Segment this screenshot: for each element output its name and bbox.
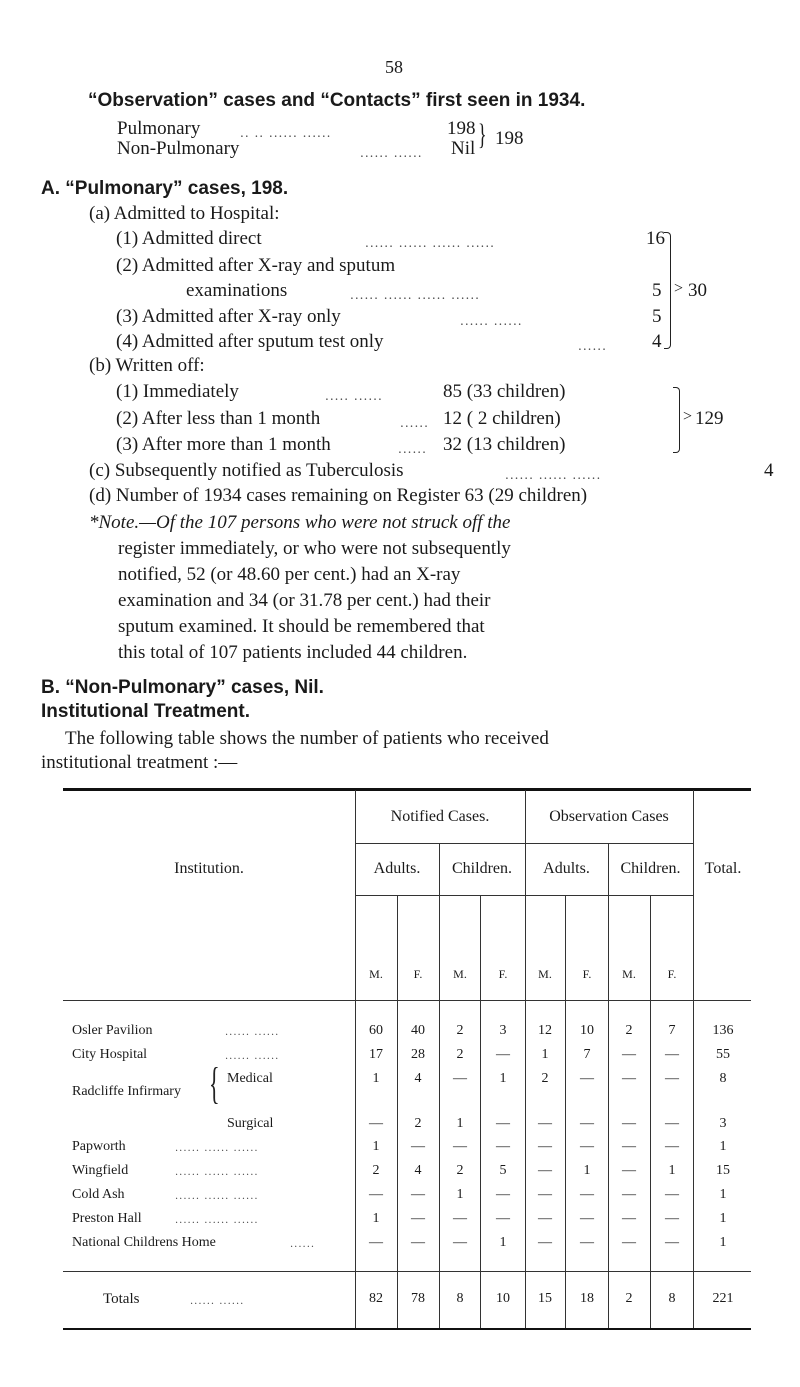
institution-name: Medical (227, 1071, 273, 1086)
dot-leader: ...... ...... (225, 1027, 280, 1038)
totals-cell: 82 (369, 1291, 383, 1306)
totals-cell: 221 (712, 1291, 734, 1306)
a-item-2: (2) Admitted after X-ray and sputum (116, 255, 396, 276)
table-cell: — (665, 1071, 679, 1086)
mf-header: M. (453, 967, 467, 981)
table-cell: — (496, 1139, 510, 1154)
table-cell: — (453, 1211, 467, 1226)
b-item-2: (2) After less than 1 month (116, 408, 321, 429)
dot-leader: ...... ...... (225, 1051, 280, 1062)
row-line (355, 895, 693, 896)
dot-leader: ...... ...... (460, 314, 523, 328)
table-cell: — (369, 1116, 383, 1131)
totals-cell: 8 (668, 1291, 676, 1306)
table-cell: 1 (499, 1071, 507, 1086)
institution-name: Cold Ash (72, 1187, 125, 1202)
a-item-4: (4) Admitted after sputum test only (116, 331, 384, 352)
b-item-3: (3) After more than 1 month (116, 434, 331, 455)
table-cell: — (580, 1211, 594, 1226)
table-cell: — (538, 1139, 552, 1154)
table-cell: — (453, 1139, 467, 1154)
table-cell: 1 (456, 1187, 464, 1202)
table-cell: 1 (719, 1211, 727, 1226)
table-cell: — (538, 1187, 552, 1202)
table-cell: — (369, 1187, 383, 1202)
col-line (565, 895, 566, 1328)
totals-cell: 15 (538, 1291, 552, 1306)
table-cell: 2 (456, 1047, 464, 1062)
institution-name: Surgical (227, 1116, 274, 1131)
table-cell: 1 (372, 1139, 380, 1154)
table-cell: 4 (414, 1163, 422, 1178)
obs-pulmonary-value: 198 (447, 118, 476, 139)
col-total: Total. (704, 860, 742, 877)
col-line (650, 895, 651, 1328)
a-total: 30 (688, 280, 707, 301)
mf-header: M. (369, 967, 383, 981)
a-label: (a) Admitted to Hospital: (89, 203, 280, 224)
bracket-point: > (674, 280, 684, 297)
table-cell: 2 (456, 1023, 464, 1038)
sub-adults-notified: Adults. (373, 860, 421, 877)
bracket (673, 387, 680, 453)
a-item-2-cont: examinations (186, 280, 288, 301)
b-total: 129 (695, 408, 724, 429)
group-notified: Notified Cases. (390, 808, 490, 825)
dot-leader: ...... ...... ...... (175, 1215, 259, 1226)
table-cell: — (580, 1139, 594, 1154)
obs-total: 198 (495, 128, 524, 149)
obs-pulmonary-label: Pulmonary (117, 118, 201, 139)
table-cell: — (580, 1235, 594, 1250)
dot-leader: ...... ...... ...... ...... (365, 236, 495, 250)
table-cell: 1 (372, 1071, 380, 1086)
totals-label: Totals (103, 1291, 140, 1307)
totals-cell: 10 (496, 1291, 510, 1306)
table-cell: 3 (499, 1023, 507, 1038)
note-line-1: *Note.—Of the 107 persons who were not struck off the (89, 512, 511, 533)
table-cell: 3 (719, 1116, 727, 1131)
table-cell: — (538, 1235, 552, 1250)
institution-name: National Childrens Home (72, 1235, 216, 1250)
table-cell: 1 (719, 1139, 727, 1154)
d-text: (d) Number of 1934 cases remaining on Register 63 (29 children) (89, 485, 588, 506)
table-cell: — (496, 1047, 510, 1062)
table-cell: — (411, 1211, 425, 1226)
dot-leader: .. .. ...... ...... (240, 126, 332, 140)
table-cell: 7 (668, 1023, 676, 1038)
mf-header: F. (582, 967, 592, 981)
dot-leader: ...... (290, 1239, 316, 1250)
col-line (397, 895, 398, 1328)
table-cell: — (622, 1047, 636, 1062)
dot-leader: ...... ...... ...... (175, 1191, 259, 1202)
sub-adults-observation: Adults. (543, 860, 590, 877)
sub-children-observation: Children. (620, 860, 681, 877)
table-cell: 15 (716, 1163, 730, 1178)
institutional-intro-1: The following table shows the number of patients who received (65, 728, 549, 749)
b-label: (b) Written off: (89, 355, 205, 376)
note-line-6: this total of 107 patients included 44 children. (118, 642, 468, 663)
table-cell: 55 (716, 1047, 730, 1062)
table-cell: 1 (372, 1211, 380, 1226)
table-cell: — (665, 1116, 679, 1131)
table-cell: 40 (411, 1023, 425, 1038)
table-cell: — (665, 1235, 679, 1250)
note-line-4: examination and 34 (or 31.78 per cent.) had their (118, 590, 491, 611)
a-item-3: (3) Admitted after X-ray only (116, 306, 341, 327)
table-cell: 1 (719, 1187, 727, 1202)
table-cell: — (496, 1187, 510, 1202)
table-cell: — (538, 1116, 552, 1131)
radcliffe-label: Radcliffe Infirmary (72, 1084, 181, 1099)
table-cell: — (453, 1235, 467, 1250)
dot-leader: ...... (400, 416, 429, 430)
mf-header: M. (622, 967, 636, 981)
table-cell: — (411, 1187, 425, 1202)
mf-header: F. (498, 967, 508, 981)
totals-cell: 78 (411, 1291, 425, 1306)
table-cell: — (453, 1071, 467, 1086)
table-cell: 12 (538, 1023, 552, 1038)
table-cell: 4 (414, 1071, 422, 1086)
institution-name: Wingfield (72, 1163, 129, 1178)
table-cell: 60 (369, 1023, 383, 1038)
institutional-intro-2: institutional treatment :— (41, 752, 238, 773)
table-cell: 2 (625, 1023, 633, 1038)
a-item-1: (1) Admitted direct (116, 228, 262, 249)
institution-name: Osler Pavilion (72, 1023, 153, 1038)
table-cell: 7 (583, 1047, 591, 1062)
a-item-1-value: 16 (646, 228, 665, 249)
dot-leader: ...... ...... (360, 146, 423, 160)
institution-name: Papworth (72, 1139, 126, 1154)
table-cell: — (665, 1187, 679, 1202)
dot-leader: ...... (578, 339, 607, 353)
section-a-heading: A. “Pulmonary” cases, 198. (41, 178, 289, 199)
table-cell: — (622, 1163, 636, 1178)
group-observation: Observation Cases (549, 808, 669, 825)
totals-cell: 18 (580, 1291, 594, 1306)
table-cell: — (496, 1211, 510, 1226)
c-label: (c) Subsequently notified as Tuberculosis (89, 460, 404, 481)
table-cell: — (622, 1187, 636, 1202)
section-b-heading: B. “Non-Pulmonary” cases, Nil. (41, 677, 324, 698)
dot-leader: ...... ...... ...... (175, 1167, 259, 1178)
table-cell: 2 (414, 1116, 422, 1131)
table-cell: 5 (499, 1163, 507, 1178)
dot-leader: ...... ...... ...... ...... (350, 288, 480, 302)
table-cell: — (538, 1211, 552, 1226)
dot-leader: ...... ...... (190, 1296, 245, 1307)
table-cell: — (580, 1071, 594, 1086)
table-cell: — (622, 1071, 636, 1086)
table-cell: — (496, 1116, 510, 1131)
table-cell: 17 (369, 1047, 383, 1062)
table-cell: 1 (719, 1235, 727, 1250)
a-item-4-value: 4 (652, 331, 662, 352)
note-line-3: notified, 52 (or 48.60 per cent.) had an X-ray (118, 564, 461, 585)
dot-leader: ...... ...... ...... (505, 468, 602, 482)
page-number: 58 (385, 57, 403, 77)
col-line (480, 895, 481, 1328)
table-cell: 1 (583, 1163, 591, 1178)
row-line (355, 843, 693, 844)
c-value: 4 (764, 460, 774, 481)
table-cell: 1 (668, 1163, 676, 1178)
institutional-heading: Institutional Treatment. (41, 701, 251, 722)
table-cell: 8 (719, 1071, 727, 1086)
bracket-point: > (683, 408, 693, 425)
note-line-5: sputum examined. It should be remembered that (118, 616, 485, 637)
dot-leader: ...... ...... ...... (175, 1143, 259, 1154)
table-cell: — (580, 1116, 594, 1131)
table-cell: — (622, 1116, 636, 1131)
b-item-1-value: 85 (33 children) (443, 381, 566, 402)
a-item-3-value: 5 (652, 306, 662, 327)
table-top-rule (63, 788, 751, 791)
table-cell: 2 (456, 1163, 464, 1178)
table-cell: 136 (712, 1023, 734, 1038)
observation-heading: “Observation” cases and “Contacts” first seen in 1934. (88, 90, 586, 111)
brace: } (478, 118, 487, 151)
table-cell: — (622, 1139, 636, 1154)
mf-header: M. (538, 967, 552, 981)
table-cell: 10 (580, 1023, 594, 1038)
mf-header: F. (667, 967, 677, 981)
sub-children-notified: Children. (452, 860, 512, 877)
table-cell: — (665, 1047, 679, 1062)
table-cell: 1 (499, 1235, 507, 1250)
b-item-2-value: 12 ( 2 children) (443, 408, 561, 429)
totals-cell: 2 (625, 1291, 633, 1306)
table-cell: 2 (372, 1163, 380, 1178)
institution-name: Preston Hall (72, 1211, 142, 1226)
table-cell: — (369, 1235, 383, 1250)
note-line-2: register immediately, or who were not subsequently (118, 538, 511, 559)
table-cell: 1 (456, 1116, 464, 1131)
col-institution: Institution. (174, 860, 244, 877)
table-cell: 28 (411, 1047, 425, 1062)
table-cell: — (580, 1187, 594, 1202)
table-cell: — (665, 1211, 679, 1226)
b-item-3-value: 32 (13 children) (443, 434, 566, 455)
table-cell: — (538, 1163, 552, 1178)
table-cell: 1 (541, 1047, 549, 1062)
table-cell: — (665, 1139, 679, 1154)
b-item-1: (1) Immediately (116, 381, 239, 402)
institution-name: City Hospital (72, 1047, 148, 1062)
dot-leader: ..... ...... (325, 389, 383, 403)
obs-nonpulmonary-value: Nil (451, 138, 476, 159)
obs-nonpulmonary-label: Non-Pulmonary (117, 138, 240, 159)
bracket (664, 232, 671, 349)
totals-divider (63, 1271, 751, 1272)
brace: { (209, 1059, 220, 1108)
table-cell: — (411, 1235, 425, 1250)
table-cell: 2 (541, 1071, 549, 1086)
totals-cell: 8 (456, 1291, 464, 1306)
table-cell: — (622, 1235, 636, 1250)
header-divider (63, 1000, 751, 1001)
table-cell: — (411, 1139, 425, 1154)
table-cell: — (622, 1211, 636, 1226)
mf-header: F. (413, 967, 423, 981)
table-bottom-rule (63, 1328, 751, 1330)
a-item-2-value: 5 (652, 280, 662, 301)
dot-leader: ...... (398, 442, 427, 456)
